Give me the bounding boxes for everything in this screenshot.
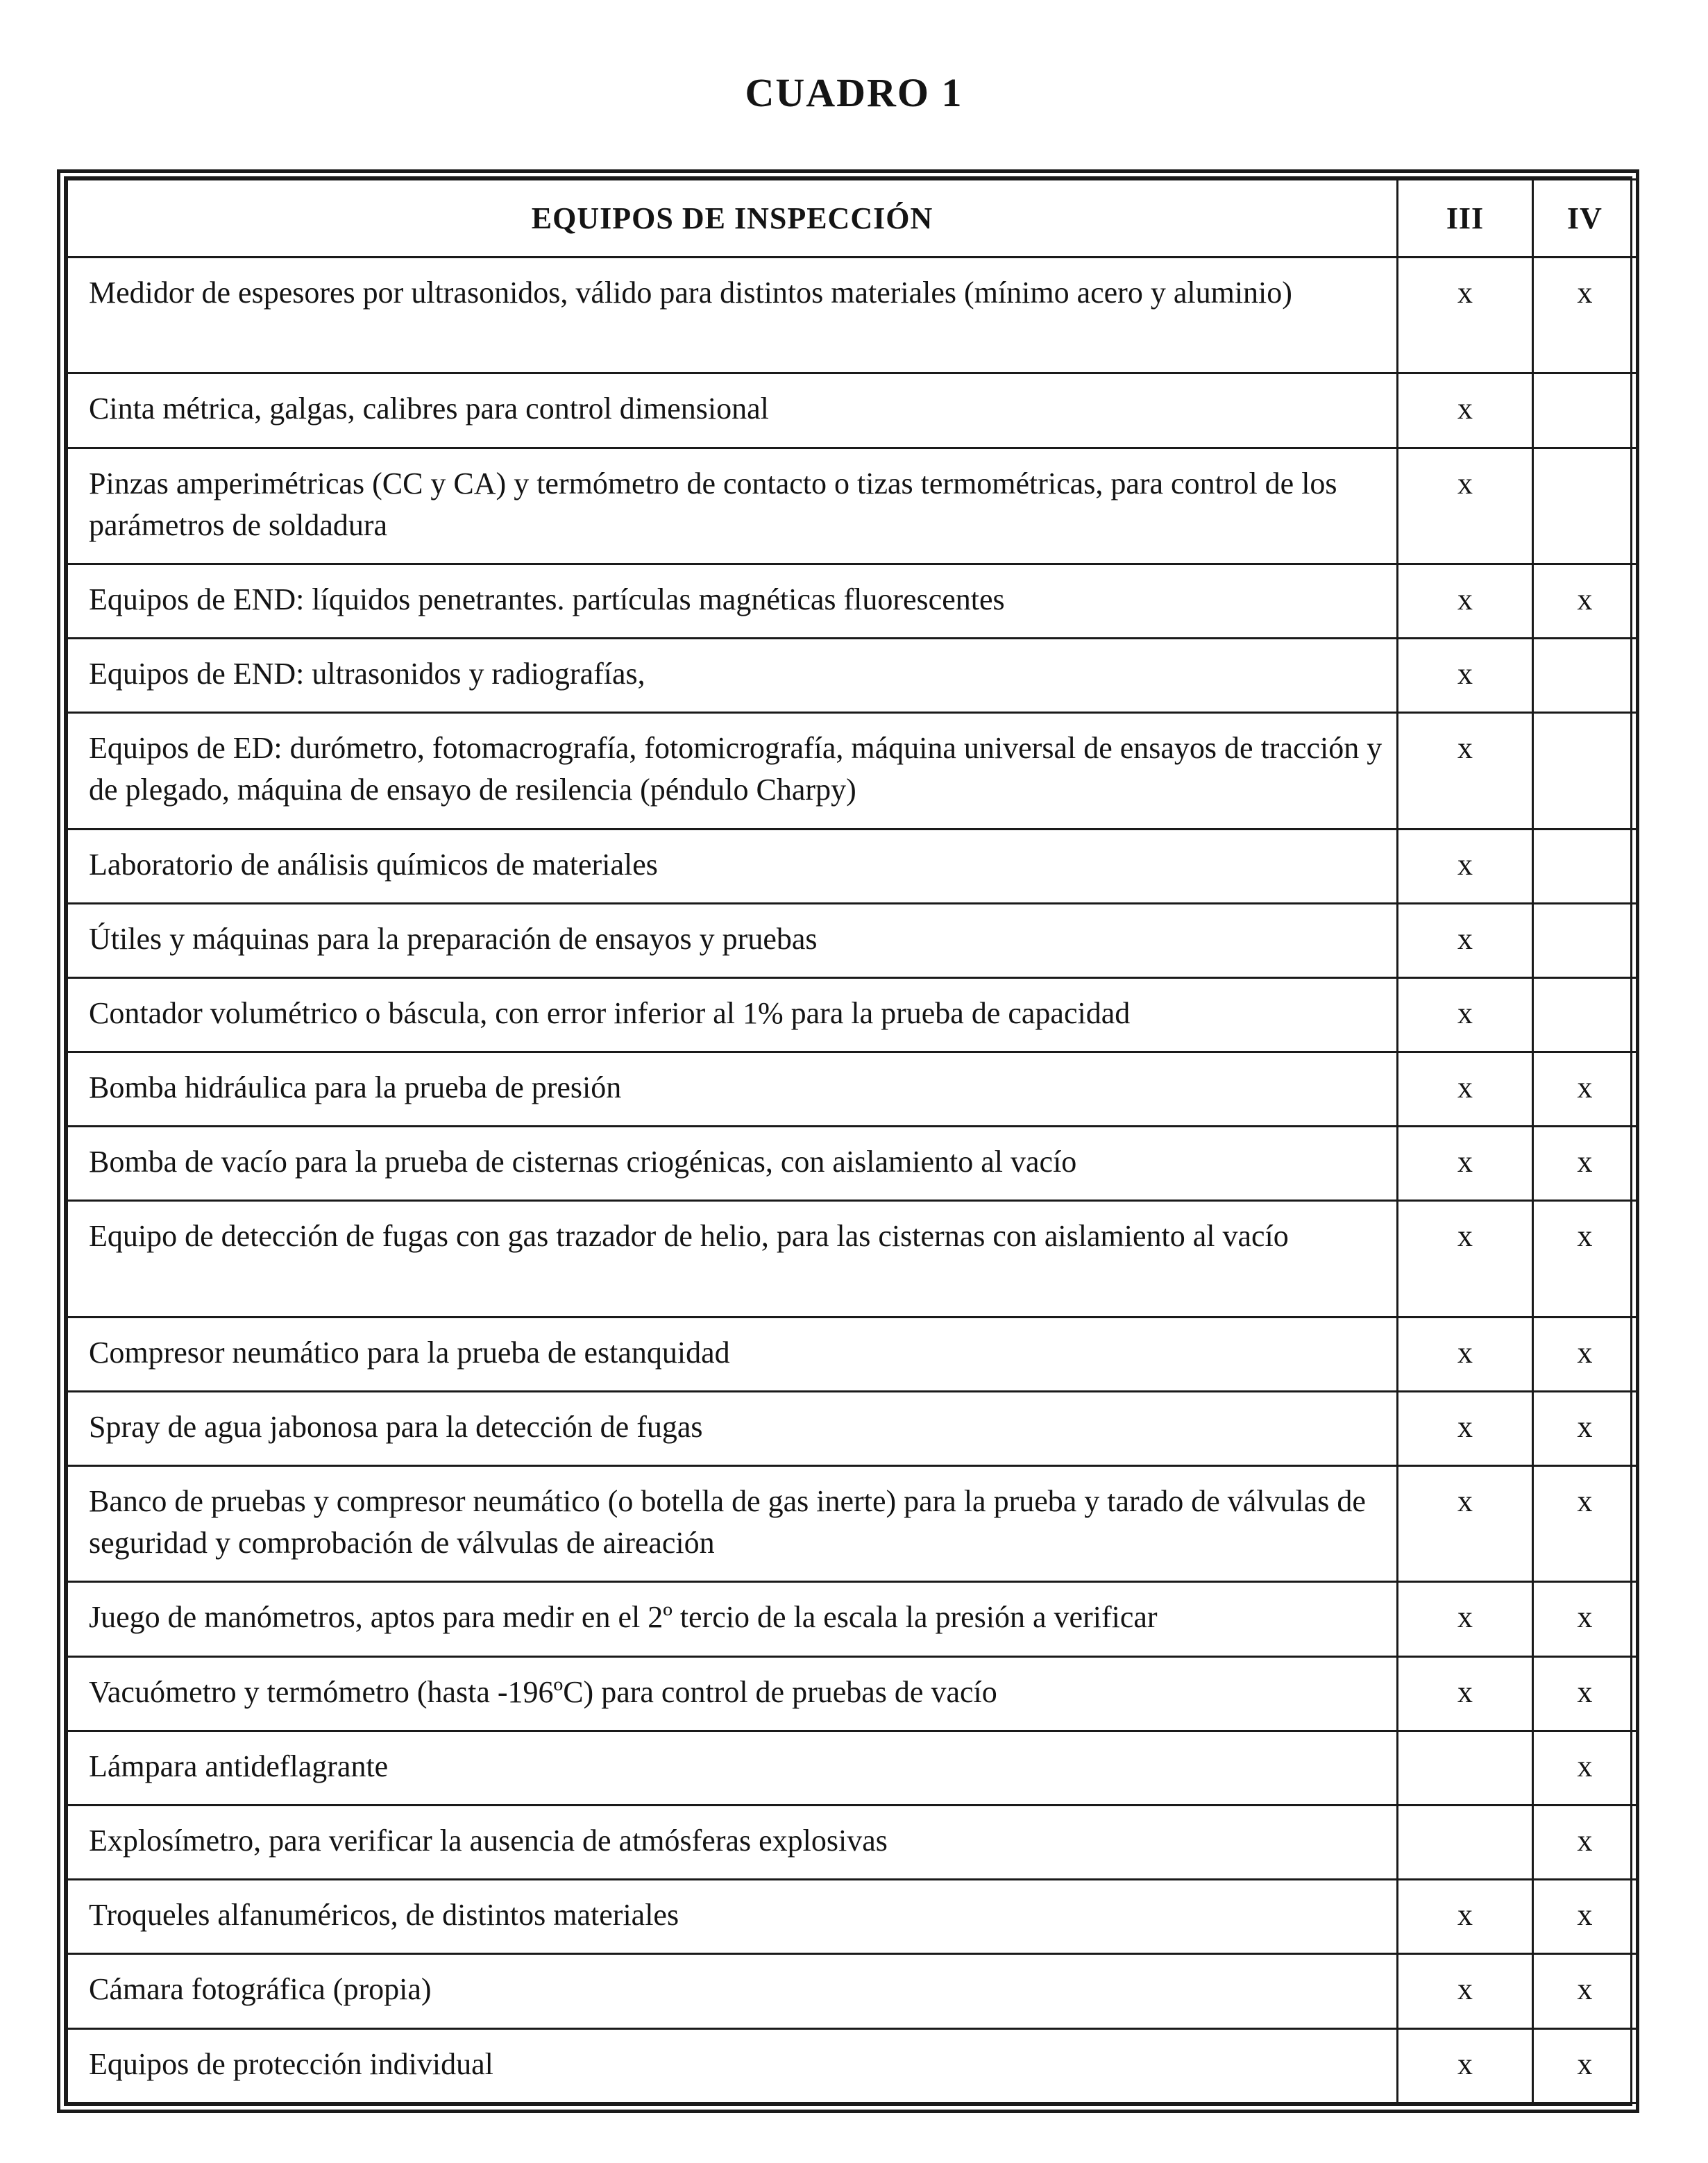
mark-iv: x — [1533, 1806, 1637, 1880]
mark-iii: x — [1398, 1954, 1533, 2028]
mark-iii: x — [1398, 2028, 1533, 2103]
mark-iii: x — [1398, 829, 1533, 903]
mark-iii: x — [1398, 1201, 1533, 1317]
header-iii: III — [1398, 180, 1533, 258]
table-row — [67, 1317, 1637, 1391]
mark-iv — [1533, 448, 1637, 564]
mark-iii: x — [1398, 639, 1533, 713]
equipment-description: Troqueles alfanuméricos, de distintos materiales — [67, 1880, 1398, 1954]
mark-iv: x — [1533, 1880, 1637, 1954]
mark-iv: x — [1533, 1127, 1637, 1201]
mark-iv: x — [1533, 1052, 1637, 1127]
mark-iv: x — [1533, 1317, 1637, 1391]
mark-iii: x — [1398, 1466, 1533, 1582]
table-header-row — [67, 180, 1637, 258]
mark-iii: x — [1398, 1052, 1533, 1127]
equipment-description: Compresor neumático para la prueba de estanquidad — [67, 1317, 1398, 1391]
equipment-description: Lámpara antideflagrante — [67, 1731, 1398, 1805]
table-row — [67, 977, 1637, 1052]
mark-iii: x — [1398, 373, 1533, 448]
mark-iv: x — [1533, 564, 1637, 638]
table-body — [67, 258, 1637, 2103]
table-row — [67, 258, 1637, 373]
mark-iii — [1398, 1806, 1533, 1880]
table-row — [67, 1127, 1637, 1201]
mark-iii: x — [1398, 903, 1533, 977]
table-row — [67, 713, 1637, 829]
mark-iv — [1533, 713, 1637, 829]
table-row — [67, 1582, 1637, 1656]
mark-iii: x — [1398, 1582, 1533, 1656]
equipment-description: Equipos de protección individual — [67, 2028, 1398, 2103]
mark-iii: x — [1398, 1317, 1533, 1391]
equipment-description: Medidor de espesores por ultrasonidos, válido para distintos materiales (mínimo acero y aluminio) — [67, 258, 1398, 373]
mark-iv — [1533, 639, 1637, 713]
equipment-description: Bomba de vacío para la prueba de cisternas criogénicas, con aislamiento al vacío — [67, 1127, 1398, 1201]
table-row — [67, 639, 1637, 713]
mark-iv: x — [1533, 1201, 1637, 1317]
equipment-description: Banco de pruebas y compresor neumático (o botella de gas inerte) para la prueba y tarado de válvulas de seguridad y comprobación de válvulas de aireación — [67, 1466, 1398, 1582]
mark-iii: x — [1398, 1656, 1533, 1731]
equipment-description: Cinta métrica, galgas, calibres para control dimensional — [67, 373, 1398, 448]
equipment-description: Equipos de END: líquidos penetrantes. partículas magnéticas fluorescentes — [67, 564, 1398, 638]
page-title: CUADRO 1 — [745, 70, 963, 115]
header-iv: IV — [1533, 180, 1637, 258]
mark-iv: x — [1533, 1656, 1637, 1731]
equipment-description: Laboratorio de análisis químicos de materiales — [67, 829, 1398, 903]
table-row — [67, 1466, 1637, 1582]
mark-iv: x — [1533, 1731, 1637, 1805]
mark-iv: x — [1533, 1954, 1637, 2028]
equipment-description: Spray de agua jabonosa para la detección de fugas — [67, 1391, 1398, 1465]
table-row — [67, 1656, 1637, 1731]
mark-iv: x — [1533, 1466, 1637, 1582]
mark-iii: x — [1398, 1880, 1533, 1954]
equipment-description: Cámara fotográfica (propia) — [67, 1954, 1398, 2028]
mark-iii: x — [1398, 713, 1533, 829]
table-row — [67, 2028, 1637, 2103]
mark-iv: x — [1533, 2028, 1637, 2103]
table-row — [67, 1201, 1637, 1317]
table-row — [67, 1880, 1637, 1954]
mark-iv: x — [1533, 258, 1637, 373]
equipment-description: Equipo de detección de fugas con gas trazador de helio, para las cisternas con aislamiento al vacío — [67, 1201, 1398, 1317]
equipment-table-frame — [57, 169, 1639, 2113]
table-row — [67, 1954, 1637, 2028]
equipment-description: Pinzas amperimétricas (CC y CA) y termómetro de contacto o tizas termométricas, para control de los parámetros de soldadura — [67, 448, 1398, 564]
mark-iv: x — [1533, 1391, 1637, 1465]
mark-iv: x — [1533, 1582, 1637, 1656]
table-row — [67, 373, 1637, 448]
mark-iii — [1398, 1731, 1533, 1805]
mark-iii: x — [1398, 1127, 1533, 1201]
table-row — [67, 1806, 1637, 1880]
table-row — [67, 829, 1637, 903]
equipment-description: Vacuómetro y termómetro (hasta -196ºC) para control de pruebas de vacío — [67, 1656, 1398, 1731]
mark-iii: x — [1398, 564, 1533, 638]
equipment-description: Equipos de END: ultrasonidos y radiografías, — [67, 639, 1398, 713]
mark-iii: x — [1398, 1391, 1533, 1465]
mark-iii: x — [1398, 448, 1533, 564]
table-row — [67, 448, 1637, 564]
equipment-description: Juego de manómetros, aptos para medir en el 2º tercio de la escala la presión a verificar — [67, 1582, 1398, 1656]
mark-iii: x — [1398, 977, 1533, 1052]
mark-iii: x — [1398, 258, 1533, 373]
table-row — [67, 564, 1637, 638]
table-row — [67, 903, 1637, 977]
equipment-description: Útiles y máquinas para la preparación de ensayos y pruebas — [67, 903, 1398, 977]
mark-iv — [1533, 373, 1637, 448]
mark-iv — [1533, 903, 1637, 977]
table-row — [67, 1052, 1637, 1127]
equipment-description: Equipos de ED: durómetro, fotomacrografía, fotomicrografía, máquina universal de ensayos de tracción y de plegado, máquina de ensayo de resilencia (péndulo Charpy) — [67, 713, 1398, 829]
equipment-description: Explosímetro, para verificar la ausencia de atmósferas explosivas — [67, 1806, 1398, 1880]
mark-iv — [1533, 977, 1637, 1052]
equipment-description: Contador volumétrico o báscula, con error inferior al 1% para la prueba de capacidad — [67, 977, 1398, 1052]
mark-iv — [1533, 829, 1637, 903]
table-row — [67, 1731, 1637, 1805]
table-row — [67, 1391, 1637, 1465]
equipment-table — [66, 178, 1638, 2104]
header-equipos: EQUIPOS DE INSPECCIÓN — [67, 180, 1398, 258]
equipment-description: Bomba hidráulica para la prueba de presión — [67, 1052, 1398, 1127]
